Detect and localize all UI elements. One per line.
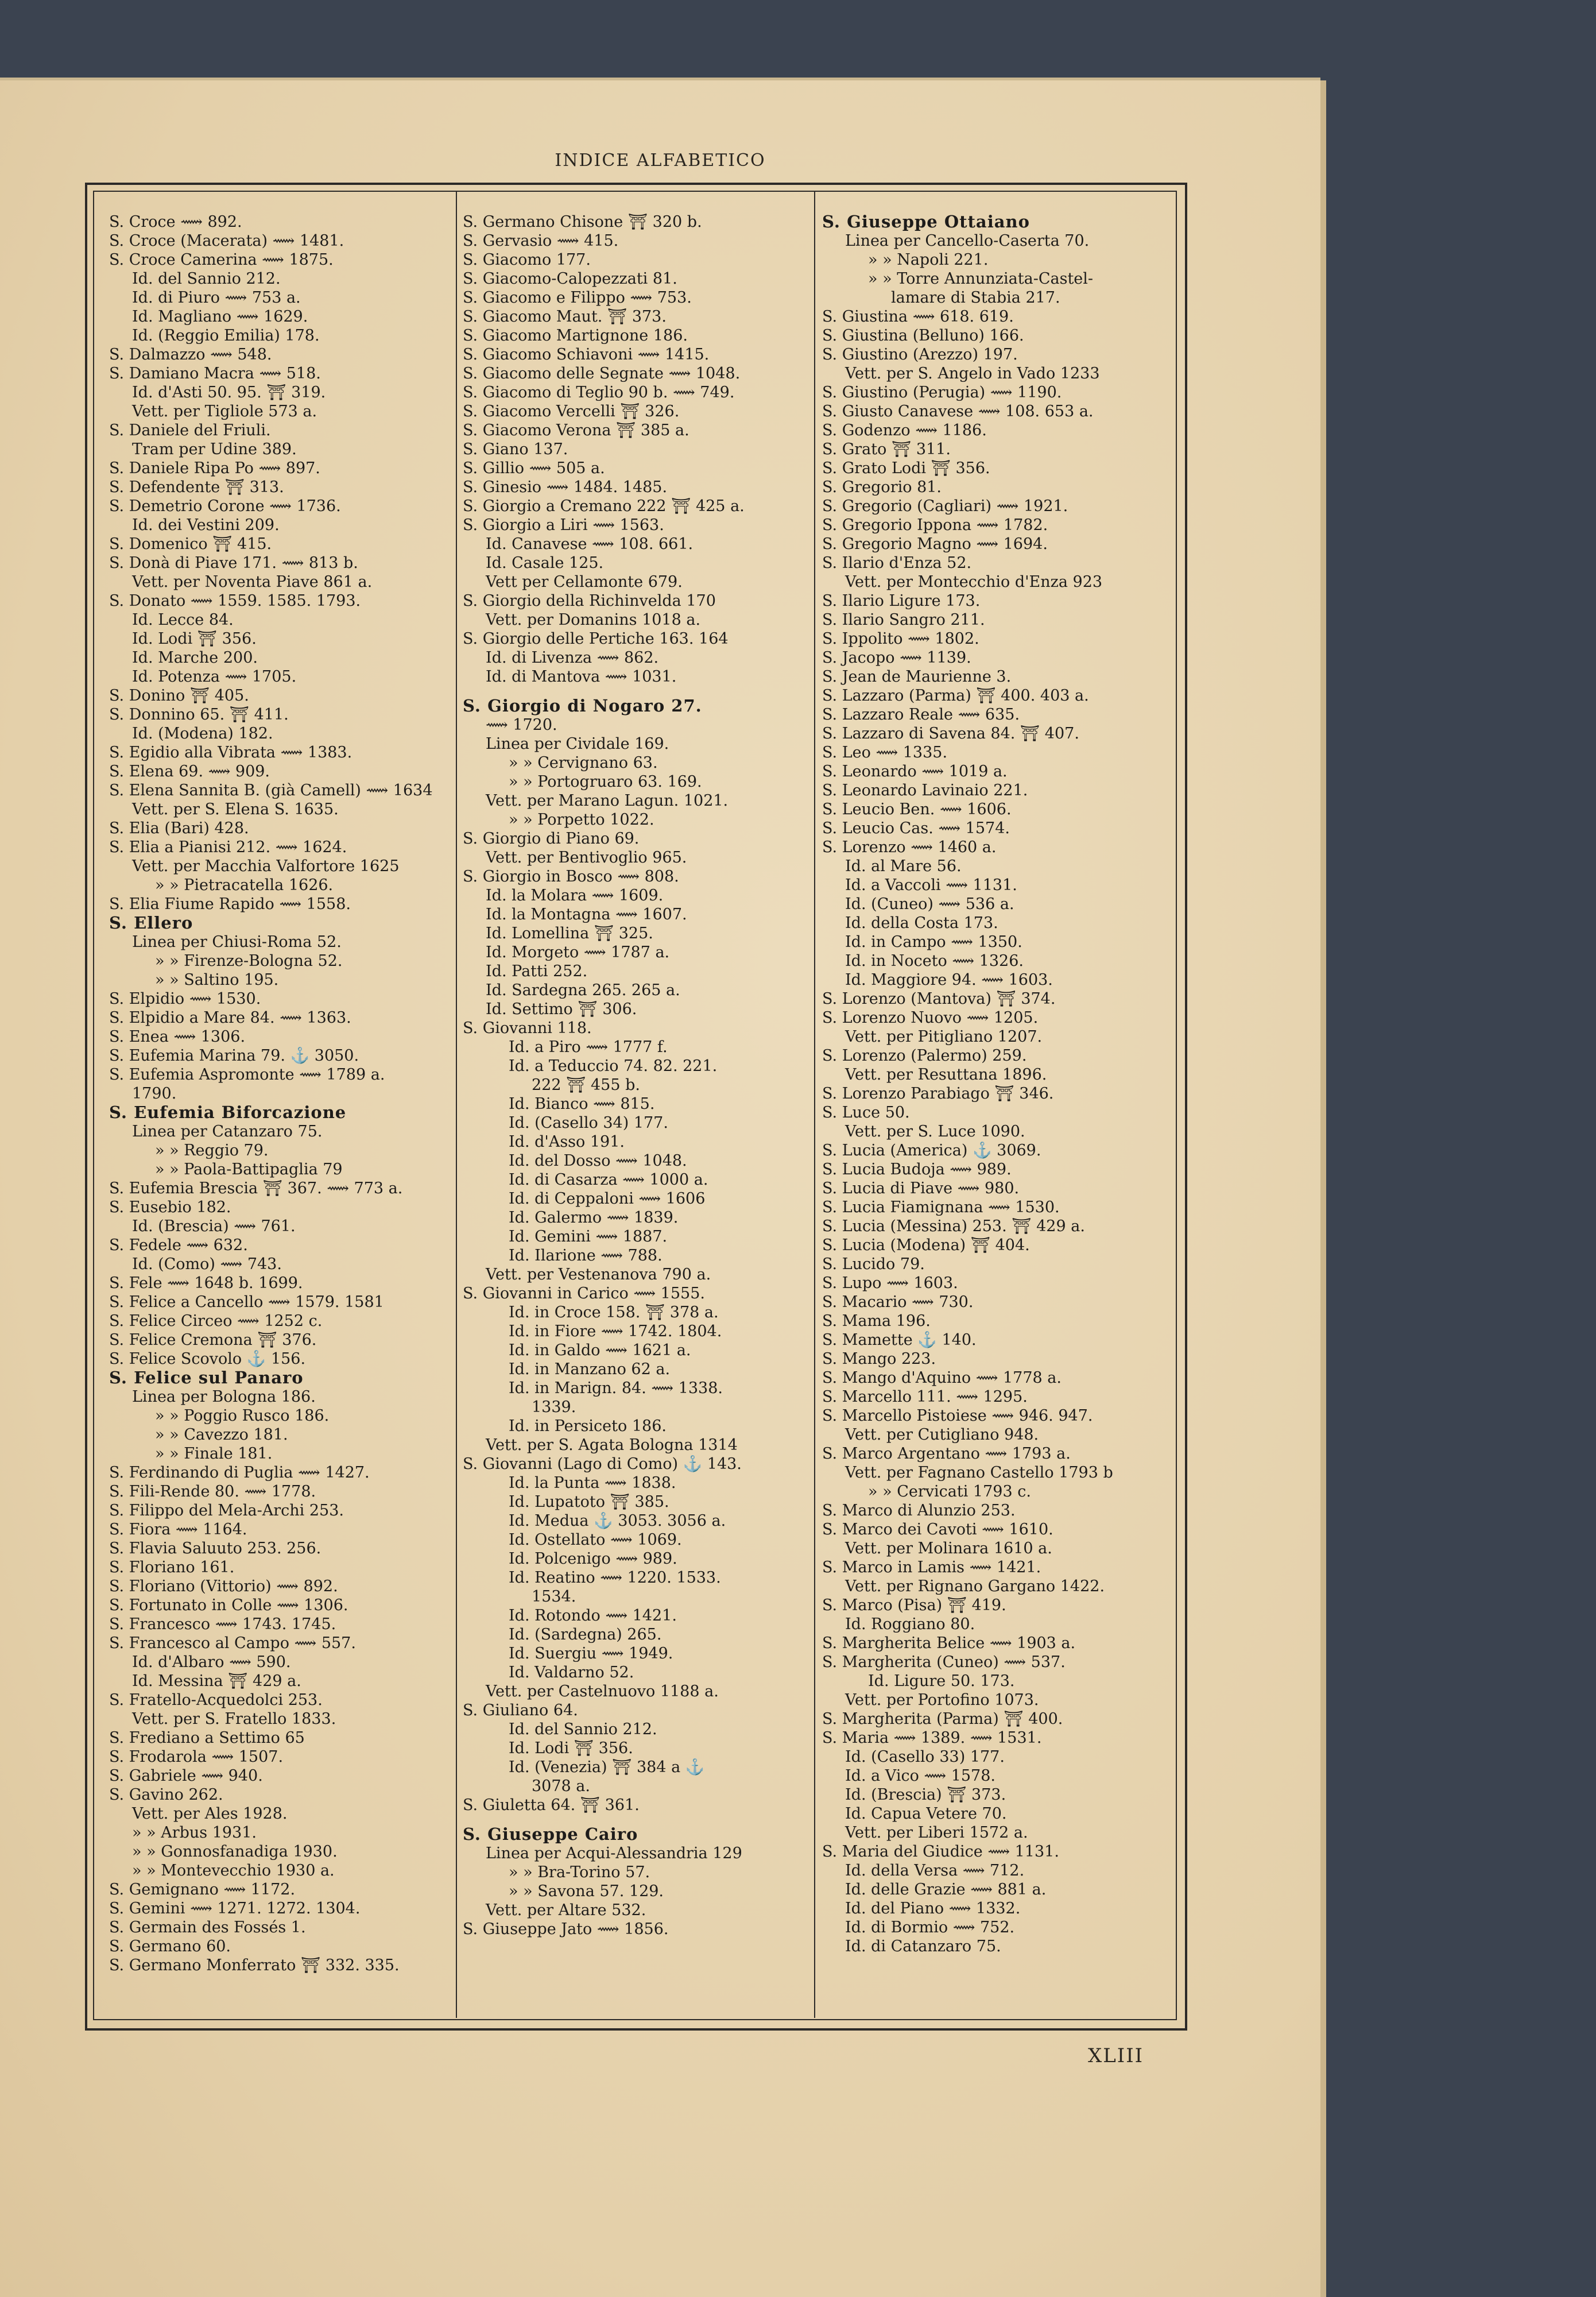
index-entry: S. Giacomo Martignone 186.: [463, 327, 688, 345]
index-entry: lamare di Stabia 217.: [891, 289, 1060, 307]
index-entry: S. Giacomo Schiavoni ⟿ 1415.: [463, 346, 710, 364]
index-entry: Id. di Catanzaro 75.: [845, 1938, 1001, 1955]
index-entry: S. Giuseppe Jato ⟿ 1856.: [463, 1920, 669, 1938]
index-entry: S. Filippo del Mela-Archi 253.: [109, 1502, 344, 1519]
index-entry: S. Giustino (Perugia) ⟿ 1190.: [822, 384, 1062, 401]
index-entry: S. Mamette ⚓ 140.: [822, 1331, 977, 1349]
index-entry: S. Giuletta 64. ⛩ 361.: [463, 1796, 640, 1814]
index-entry: S. Lorenzo Nuovo ⟿ 1205.: [822, 1009, 1039, 1027]
index-entry: S. Giovanni 118.: [463, 1019, 592, 1037]
index-entry: Vett. per Portofino 1073.: [845, 1691, 1039, 1709]
index-entry: S. Jean de Maurienne 3.: [822, 668, 1012, 686]
index-entry: Tram per Udine 389.: [132, 440, 297, 458]
index-entry: Vett. per Liberi 1572 a.: [845, 1824, 1028, 1842]
index-entry: 1790.: [132, 1085, 177, 1103]
index-entry: S. Croce (Macerata) ⟿ 1481.: [109, 232, 344, 250]
index-entry: S. Gregorio 81.: [822, 478, 942, 496]
index-entry: S. Donino ⛩ 405.: [109, 687, 249, 705]
index-entry: Id. Galermo ⟿ 1839.: [509, 1209, 679, 1227]
index-entry: S. Giacomo 177.: [463, 251, 591, 269]
index-entry: Id. (Brescia) ⟿ 761.: [132, 1217, 296, 1235]
index-entry: S. Elia Fiume Rapido ⟿ 1558.: [109, 895, 351, 913]
index-entry: Id. a Vico ⟿ 1578.: [845, 1767, 995, 1785]
index-entry: Id. Bianco ⟿ 815.: [509, 1095, 655, 1113]
index-entry: 222 ⛩ 455 b.: [532, 1076, 640, 1094]
index-heading: S. Giuseppe Ottaiano: [822, 212, 1030, 231]
index-column-1: [109, 212, 448, 1975]
index-entry: S. Giustina (Belluno) 166.: [822, 327, 1024, 345]
index-entry: S. Elia a Pianisi 212. ⟿ 1624.: [109, 838, 347, 856]
index-entry: S. Francesco al Campo ⟿ 557.: [109, 1634, 356, 1652]
index-entry: S. Leucio Cas. ⟿ 1574.: [822, 819, 1010, 837]
index-entry: Vett. per Molinara 1610 a.: [845, 1540, 1052, 1557]
index-entry: Id. Medua ⚓ 3053. 3056 a.: [509, 1512, 726, 1530]
index-column-2: [463, 212, 801, 1939]
index-heading: S. Ellero: [109, 914, 193, 933]
index-entry: Id. Patti 252.: [486, 962, 588, 980]
index-entry: S. Daniele Ripa Po ⟿ 897.: [109, 459, 320, 477]
index-entry: Id. della Versa ⟿ 712.: [845, 1862, 1025, 1880]
index-entry: Id. Reatino ⟿ 1220. 1533.: [509, 1569, 721, 1587]
index-entry: Id. (Modena) 182.: [132, 725, 273, 743]
index-entry: Id. Lodi ⛩ 356.: [509, 1739, 633, 1757]
index-entry: Id. a Vaccoli ⟿ 1131.: [845, 876, 1017, 894]
index-entry: » » Pietracatella 1626.: [155, 876, 334, 894]
index-entry: S. Gervasio ⟿ 415.: [463, 232, 619, 250]
index-entry: » » Paola-Battipaglia 79: [155, 1161, 343, 1178]
index-entry: Id. in Marign. 84. ⟿ 1338.: [509, 1379, 723, 1397]
index-entry: Id. la Molara ⟿ 1609.: [486, 887, 664, 904]
index-entry: S. Elpidio ⟿ 1530.: [109, 990, 261, 1008]
index-entry: S. Lucia Fiamignana ⟿ 1530.: [822, 1198, 1060, 1216]
index-entry: » » Savona 57. 129.: [509, 1882, 664, 1900]
index-entry: Id. la Montagna ⟿ 1607.: [486, 906, 687, 923]
index-entry: S. Elia (Bari) 428.: [109, 819, 249, 837]
index-entry: S. Giacomo delle Segnate ⟿ 1048.: [463, 365, 741, 382]
index-entry: S. Frediano a Settimo 65: [109, 1729, 305, 1747]
index-entry: S. Marco Argentano ⟿ 1793 a.: [822, 1445, 1071, 1463]
index-entry: Vett. per S. Elena S. 1635.: [132, 801, 339, 818]
index-entry: Id. di Casarza ⟿ 1000 a.: [509, 1171, 708, 1189]
index-entry: 3078 a.: [532, 1777, 590, 1795]
index-entry: S. Margherita (Parma) ⛩ 400.: [822, 1710, 1063, 1728]
index-entry: S. Fortunato in Colle ⟿ 1306.: [109, 1596, 348, 1614]
index-entry: » » Gonnosfanadiga 1930.: [132, 1843, 338, 1861]
index-entry: S. Egidio alla Vibrata ⟿ 1383.: [109, 744, 352, 761]
index-entry: Id. di Ceppaloni ⟿ 1606: [509, 1190, 706, 1208]
index-entry: Id. (Brescia) ⛩ 373.: [845, 1786, 1006, 1804]
index-entry: S. Lorenzo ⟿ 1460 a.: [822, 838, 997, 856]
index-entry: S. Marcello 111. ⟿ 1295.: [822, 1388, 1028, 1406]
index-entry: » » Saltino 195.: [155, 971, 279, 989]
index-entry: S. Margherita (Cuneo) ⟿ 537.: [822, 1653, 1066, 1671]
index-entry: Id. in Manzano 62 a.: [509, 1360, 671, 1378]
index-entry: Vett per Cellamonte 679.: [486, 573, 683, 591]
index-entry: Id. a Teduccio 74. 82. 221.: [509, 1057, 718, 1075]
index-entry: S. Gillio ⟿ 505 a.: [463, 459, 605, 477]
index-entry: S. Fratello-Acquedolci 253.: [109, 1691, 323, 1709]
index-entry: Id. della Costa 173.: [845, 914, 998, 932]
index-heading: S. Eufemia Biforcazione: [109, 1103, 347, 1122]
index-entry: Id. Gemini ⟿ 1887.: [509, 1228, 668, 1246]
index-entry: S. Dalmazzo ⟿ 548.: [109, 346, 272, 364]
index-entry: S. Eusebio 182.: [109, 1198, 231, 1216]
index-entry: Id. Casale 125.: [486, 554, 604, 572]
index-entry: Id. Sardegna 265. 265 a.: [486, 981, 680, 999]
index-entry: Id. di Piuro ⟿ 753 a.: [132, 289, 301, 307]
index-entry: Linea per Catanzaro 75.: [132, 1123, 323, 1140]
index-entry: S. Lorenzo Parabiago ⛩ 346.: [822, 1085, 1054, 1103]
index-entry: Id. Lomellina ⛩ 325.: [486, 925, 653, 942]
index-entry: Id. di Bormio ⟿ 752.: [845, 1919, 1015, 1936]
index-entry: Vett. per Fagnano Castello 1793 b: [845, 1464, 1113, 1482]
index-entry: S. Giuliano 64.: [463, 1702, 578, 1719]
index-entry: ⟿ 1720.: [486, 716, 557, 734]
index-entry: Id. in Persiceto 186.: [509, 1417, 667, 1435]
index-entry: Vett. per S. Agata Bologna 1314: [486, 1436, 738, 1454]
index-entry: Id. Ilarione ⟿ 788.: [509, 1247, 663, 1264]
index-entry: » » Napoli 221.: [868, 251, 989, 269]
index-entry: Id. al Mare 56.: [845, 857, 962, 875]
index-entry: Vett. per Pitigliano 1207.: [845, 1028, 1043, 1046]
index-entry: Vett. per S. Fratello 1833.: [132, 1710, 336, 1728]
index-entry: S. Giorgio di Piano 69.: [463, 830, 640, 848]
index-entry: S. Lazzaro (Parma) ⛩ 400. 403 a.: [822, 687, 1089, 705]
index-entry: S. Fele ⟿ 1648 b. 1699.: [109, 1274, 303, 1292]
index-entry: S. Giacomo Vercelli ⛩ 326.: [463, 403, 680, 420]
index-entry: » » Cervicati 1793 c.: [868, 1483, 1031, 1501]
index-entry: S. Ilario Ligure 173.: [822, 592, 981, 610]
index-entry: Id. di Livenza ⟿ 862.: [486, 649, 659, 667]
index-entry: Id. Messina ⛩ 429 a.: [132, 1672, 301, 1690]
index-entry: S. Donnino 65. ⛩ 411.: [109, 706, 289, 724]
index-entry: S. Ilario d'Enza 52.: [822, 554, 972, 572]
page-number: XLIII: [1088, 2044, 1144, 2067]
index-entry: Id. (Venezia) ⛩ 384 a ⚓: [509, 1758, 705, 1776]
index-entry: Id. a Piro ⟿ 1777 f.: [509, 1038, 668, 1056]
index-entry: Vett. per Cutigliano 948.: [845, 1426, 1039, 1444]
index-entry: Vett. per S. Luce 1090.: [845, 1123, 1025, 1140]
index-entry: S. Croce Camerina ⟿ 1875.: [109, 251, 334, 269]
index-entry: S. Fiora ⟿ 1164.: [109, 1521, 247, 1538]
index-entry: S. Ilario Sangro 211.: [822, 611, 985, 629]
index-entry: Id. Lodi ⛩ 356.: [132, 630, 257, 648]
index-entry: S. Giorgio a Liri ⟿ 1563.: [463, 516, 664, 534]
index-entry: Id. Lecce 84.: [132, 611, 234, 629]
index-entry: Vett. per Rignano Gargano 1422.: [845, 1577, 1105, 1595]
index-entry: S. Gabriele ⟿ 940.: [109, 1767, 263, 1785]
index-entry: S. Giorgio della Richinvelda 170: [463, 592, 716, 610]
index-entry: S. Grato ⛩ 311.: [822, 440, 951, 458]
index-entry: » » Arbus 1931.: [132, 1824, 257, 1842]
index-entry: S. Marcello Pistoiese ⟿ 946. 947.: [822, 1407, 1093, 1425]
index-entry: Linea per Cancello-Caserta 70.: [845, 232, 1090, 250]
index-entry: Id. Potenza ⟿ 1705.: [132, 668, 297, 686]
index-entry: S. Felice Circeo ⟿ 1252 c.: [109, 1312, 323, 1330]
index-entry: S. Eufemia Aspromonte ⟿ 1789 a.: [109, 1066, 385, 1084]
index-entry: Id. dei Vestini 209.: [132, 516, 280, 534]
column-rule-2: [814, 192, 815, 2018]
index-entry: S. Margherita Belice ⟿ 1903 a.: [822, 1634, 1076, 1652]
index-entry: Id. Magliano ⟿ 1629.: [132, 308, 308, 326]
index-entry: » » Bra-Torino 57.: [509, 1863, 650, 1881]
index-entry: S. Ginesio ⟿ 1484. 1485.: [463, 478, 668, 496]
index-entry: S. Giacomo e Filippo ⟿ 753.: [463, 289, 692, 307]
index-entry: Id. Capua Vetere 70.: [845, 1805, 1007, 1823]
index-entry: S. Godenzo ⟿ 1186.: [822, 421, 987, 439]
index-entry: S. Lucia (Messina) 253. ⛩ 429 a.: [822, 1217, 1085, 1235]
index-entry: Id. del Piano ⟿ 1332.: [845, 1900, 1021, 1917]
index-entry: S. Marco (Pisa) ⛩ 419.: [822, 1596, 1006, 1614]
index-entry: » » Cervignano 63.: [509, 754, 658, 772]
index-entry: S. Damiano Macra ⟿ 518.: [109, 365, 321, 382]
index-entry: Id. d'Asti 50. 95. ⛩ 319.: [132, 384, 326, 401]
index-entry: » » Torre Annunziata-Castel-: [868, 270, 1094, 288]
index-entry: Id. Rotondo ⟿ 1421.: [509, 1607, 677, 1625]
index-entry: S. Marco di Alunzio 253.: [822, 1502, 1016, 1519]
index-entry: Id. Suergiu ⟿ 1949.: [509, 1645, 673, 1662]
index-entry: Vett. per Castelnuovo 1188 a.: [486, 1683, 719, 1700]
index-heading: S. Felice sul Panaro: [109, 1368, 304, 1387]
index-entry: Vett. per Altare 532.: [486, 1901, 646, 1919]
index-entry: S. Giorgio delle Pertiche 163. 164: [463, 630, 729, 648]
index-entry: S. Giusto Canavese ⟿ 108. 653 a.: [822, 403, 1094, 420]
index-entry: 1534.: [532, 1588, 576, 1606]
index-entry: S. Germano Chisone ⛩ 320 b.: [463, 213, 702, 231]
index-entry: Id. (Sardegna) 265.: [509, 1626, 662, 1644]
index-entry: Linea per Cividale 169.: [486, 735, 669, 753]
index-entry: S. Fedele ⟿ 632.: [109, 1236, 248, 1254]
index-entry: Id. del Dosso ⟿ 1048.: [509, 1152, 687, 1170]
index-entry: Id. (Reggio Emilia) 178.: [132, 327, 320, 345]
index-entry: Id. d'Asso 191.: [509, 1133, 625, 1151]
index-entry: S. Mango 223.: [822, 1350, 936, 1368]
index-entry: S. Floriano 161.: [109, 1559, 235, 1576]
index-entry: S. Giorgio in Bosco ⟿ 808.: [463, 868, 679, 885]
index-entry: S. Giano 137.: [463, 440, 568, 458]
index-entry: S. Giacomo-Calopezzati 81.: [463, 270, 677, 288]
index-entry: S. Mama 196.: [822, 1312, 931, 1330]
index-entry: Id. in Croce 158. ⛩ 378 a.: [509, 1304, 719, 1321]
index-entry: Id. delle Grazie ⟿ 881 a.: [845, 1881, 1047, 1898]
index-entry: Vett. per Vestenanova 790 a.: [486, 1266, 711, 1283]
index-entry: S. Maria del Giudice ⟿ 1131.: [822, 1843, 1059, 1861]
index-entry: S. Gemini ⟿ 1271. 1272. 1304.: [109, 1900, 361, 1917]
index-entry: S. Giovanni (Lago di Como) ⚓ 143.: [463, 1455, 742, 1473]
index-entry: Id. Valdarno 52.: [509, 1664, 634, 1681]
index-entry: S. Lupo ⟿ 1603.: [822, 1274, 958, 1292]
index-entry: Id. la Punta ⟿ 1838.: [509, 1474, 676, 1492]
index-entry: Id. in Galdo ⟿ 1621 a.: [509, 1341, 691, 1359]
index-entry: Id. Polcenigo ⟿ 989.: [509, 1550, 677, 1568]
index-entry: S. Ferdinando di Puglia ⟿ 1427.: [109, 1464, 370, 1482]
index-entry: Linea per Chiusi-Roma 52.: [132, 933, 342, 951]
index-entry: Id. (Casello 34) 177.: [509, 1114, 668, 1132]
index-entry: » » Montevecchio 1930 a.: [132, 1862, 335, 1880]
index-entry: S. Germano Monferrato ⛩ 332. 335.: [109, 1956, 400, 1974]
index-entry: S. Giacomo Verona ⛩ 385 a.: [463, 421, 689, 439]
index-entry: S. Leonardo Lavinaio 221.: [822, 782, 1028, 799]
index-entry: Vett. per Noventa Piave 861 a.: [132, 573, 373, 591]
index-heading: S. Giorgio di Nogaro 27.: [463, 697, 702, 716]
index-entry: Id. di Mantova ⟿ 1031.: [486, 668, 677, 686]
index-entry: S. Mango d'Aquino ⟿ 1778 a.: [822, 1369, 1062, 1387]
index-entry: S. Felice Scovolo ⚓ 156.: [109, 1350, 306, 1368]
index-entry: S. Enea ⟿ 1306.: [109, 1028, 246, 1046]
index-entry: S. Eufemia Brescia ⛩ 367. ⟿ 773 a.: [109, 1180, 403, 1197]
index-entry: S. Macario ⟿ 730.: [822, 1293, 974, 1311]
index-entry: S. Elena 69. ⟿ 909.: [109, 763, 270, 780]
index-entry: Id. Lupatoto ⛩ 385.: [509, 1493, 669, 1511]
index-column-3: [822, 212, 1161, 1956]
index-entry: S. Leonardo ⟿ 1019 a.: [822, 763, 1008, 780]
index-entry: Id. (Casello 33) 177.: [845, 1748, 1005, 1766]
index-entry: Vett. per Macchia Valfortore 1625: [132, 857, 400, 875]
index-entry: Id. del Sannio 212.: [132, 270, 281, 288]
index-entry: S. Donato ⟿ 1559. 1585. 1793.: [109, 592, 361, 610]
index-entry: S. Francesco ⟿ 1743. 1745.: [109, 1615, 336, 1633]
index-entry: Id. Roggiano 80.: [845, 1615, 975, 1633]
index-entry: S. Germano 60.: [109, 1938, 231, 1955]
column-rule-1: [456, 192, 457, 2018]
index-entry: S. Daniele del Friuli.: [109, 421, 271, 439]
index-entry: » » Portogruaro 63. 169.: [509, 773, 702, 791]
index-entry: » » Reggio 79.: [155, 1142, 269, 1159]
index-entry: Vett. per S. Angelo in Vado 1233: [845, 365, 1100, 382]
index-entry: Id. Ostellato ⟿ 1069.: [509, 1531, 682, 1549]
index-entry: S. Gregorio Magno ⟿ 1694.: [822, 535, 1048, 553]
index-entry: Id. Maggiore 94. ⟿ 1603.: [845, 971, 1053, 989]
index-entry: S. Giacomo di Teglio 90 b. ⟿ 749.: [463, 384, 735, 401]
index-entry: » » Poggio Rusco 186.: [155, 1407, 330, 1425]
index-entry: Id. Marche 200.: [132, 649, 258, 667]
index-entry: S. Lazzaro Reale ⟿ 635.: [822, 706, 1020, 724]
index-entry: Linea per Acqui-Alessandria 129: [486, 1844, 742, 1862]
index-entry: S. Giustino (Arezzo) 197.: [822, 346, 1018, 364]
index-entry: S. Leo ⟿ 1335.: [822, 744, 948, 761]
index-entry: S. Gregorio (Cagliari) ⟿ 1921.: [822, 497, 1068, 515]
index-entry: Vett. per Marano Lagun. 1021.: [486, 792, 729, 810]
index-entry: S. Floriano (Vittorio) ⟿ 892.: [109, 1577, 338, 1595]
index-entry: S. Giovanni in Carico ⟿ 1555.: [463, 1285, 705, 1302]
index-heading: S. Giuseppe Cairo: [463, 1825, 638, 1844]
index-entry: Id. (Cuneo) ⟿ 536 a.: [845, 895, 1014, 913]
index-entry: Linea per Bologna 186.: [132, 1388, 316, 1406]
index-entry: S. Domenico ⛩ 415.: [109, 535, 272, 553]
index-entry: Vett. per Resuttana 1896.: [845, 1066, 1047, 1084]
index-entry: S. Lorenzo (Mantova) ⛩ 374.: [822, 990, 1056, 1008]
index-entry: S. Marco dei Cavoti ⟿ 1610.: [822, 1521, 1053, 1538]
index-entry: Id. Canavese ⟿ 108. 661.: [486, 535, 694, 553]
index-entry: » » Cavezzo 181.: [155, 1426, 288, 1444]
index-entry: S. Felice Cremona ⛩ 376.: [109, 1331, 317, 1349]
index-entry: S. Marco in Lamis ⟿ 1421.: [822, 1559, 1041, 1576]
index-entry: » » Finale 181.: [155, 1445, 273, 1463]
index-entry: S. Elena Sannita B. (già Camell) ⟿ 1634: [109, 782, 433, 799]
index-entry: S. Donà di Piave 171. ⟿ 813 b.: [109, 554, 358, 572]
index-entry: Vett. per Ales 1928.: [132, 1805, 288, 1823]
index-entry: S. Leucio Ben. ⟿ 1606.: [822, 801, 1012, 818]
index-entry: S. Ippolito ⟿ 1802.: [822, 630, 979, 648]
index-entry: S. Eufemia Marina 79. ⚓ 3050.: [109, 1047, 359, 1065]
index-entry: S. Lucia di Piave ⟿ 980.: [822, 1180, 1020, 1197]
index-entry: S. Lucia (America) ⚓ 3069.: [822, 1142, 1041, 1159]
index-entry: S. Demetrio Corone ⟿ 1736.: [109, 497, 341, 515]
index-entry: S. Jacopo ⟿ 1139.: [822, 649, 971, 667]
index-entry: S. Lazzaro di Savena 84. ⛩ 407.: [822, 725, 1079, 743]
index-entry: Id. Ligure 50. 173.: [868, 1672, 1015, 1690]
index-entry: Vett. per Domanins 1018 a.: [486, 611, 701, 629]
index-entry: S. Giustina ⟿ 618. 619.: [822, 308, 1014, 326]
index-entry: Vett. per Bentivoglio 965.: [486, 849, 687, 867]
index-entry: S. Defendente ⛩ 313.: [109, 478, 284, 496]
index-entry: Id. in Noceto ⟿ 1326.: [845, 952, 1024, 970]
index-entry: Id. in Fiore ⟿ 1742. 1804.: [509, 1322, 722, 1340]
index-entry: Id. (Como) ⟿ 743.: [132, 1255, 282, 1273]
index-entry: S. Maria ⟿ 1389. ⟿ 1531.: [822, 1729, 1042, 1747]
index-entry: S. Lorenzo (Palermo) 259.: [822, 1047, 1027, 1065]
index-entry: S. Flavia Saluuto 253. 256.: [109, 1540, 321, 1557]
index-entry: S. Giacomo Maut. ⛩ 373.: [463, 308, 667, 326]
index-entry: S. Gemignano ⟿ 1172.: [109, 1881, 296, 1898]
index-entry: Vett. per Montecchio d'Enza 923: [845, 573, 1103, 591]
index-entry: » » Firenze-Bologna 52.: [155, 952, 343, 970]
index-entry: S. Grato Lodi ⛩ 356.: [822, 459, 990, 477]
index-entry: S. Frodarola ⟿ 1507.: [109, 1748, 284, 1766]
index-entry: Id. d'Albaro ⟿ 590.: [132, 1653, 291, 1671]
index-entry: S. Croce ⟿ 892.: [109, 213, 242, 231]
index-entry: Id. del Sannio 212.: [509, 1720, 657, 1738]
index-entry: Id. in Campo ⟿ 1350.: [845, 933, 1022, 951]
index-entry: S. Gregorio Ippona ⟿ 1782.: [822, 516, 1048, 534]
running-head: INDICE ALFABETICO: [555, 150, 766, 171]
index-entry: S. Lucia (Modena) ⛩ 404.: [822, 1236, 1030, 1254]
index-entry: S. Felice a Cancello ⟿ 1579. 1581: [109, 1293, 384, 1311]
index-entry: Id. Morgeto ⟿ 1787 a.: [486, 943, 670, 961]
index-entry: S. Giorgio a Cremano 222 ⛩ 425 a.: [463, 497, 745, 515]
index-entry: S. Germain des Fossés 1.: [109, 1919, 306, 1936]
index-entry: S. Elpidio a Mare 84. ⟿ 1363.: [109, 1009, 351, 1027]
index-entry: 1339.: [532, 1398, 576, 1416]
index-entry: S. Luce 50.: [822, 1104, 910, 1122]
index-entry: S. Fili-Rende 80. ⟿ 1778.: [109, 1483, 316, 1501]
index-entry: S. Lucia Budoja ⟿ 989.: [822, 1161, 1012, 1178]
index-entry: Id. Settimo ⛩ 306.: [486, 1000, 637, 1018]
index-entry: S. Gavino 262.: [109, 1786, 223, 1804]
index-entry: S. Lucido 79.: [822, 1255, 925, 1273]
index-entry: Vett. per Tigliole 573 a.: [132, 403, 317, 420]
index-entry: » » Porpetto 1022.: [509, 811, 654, 829]
